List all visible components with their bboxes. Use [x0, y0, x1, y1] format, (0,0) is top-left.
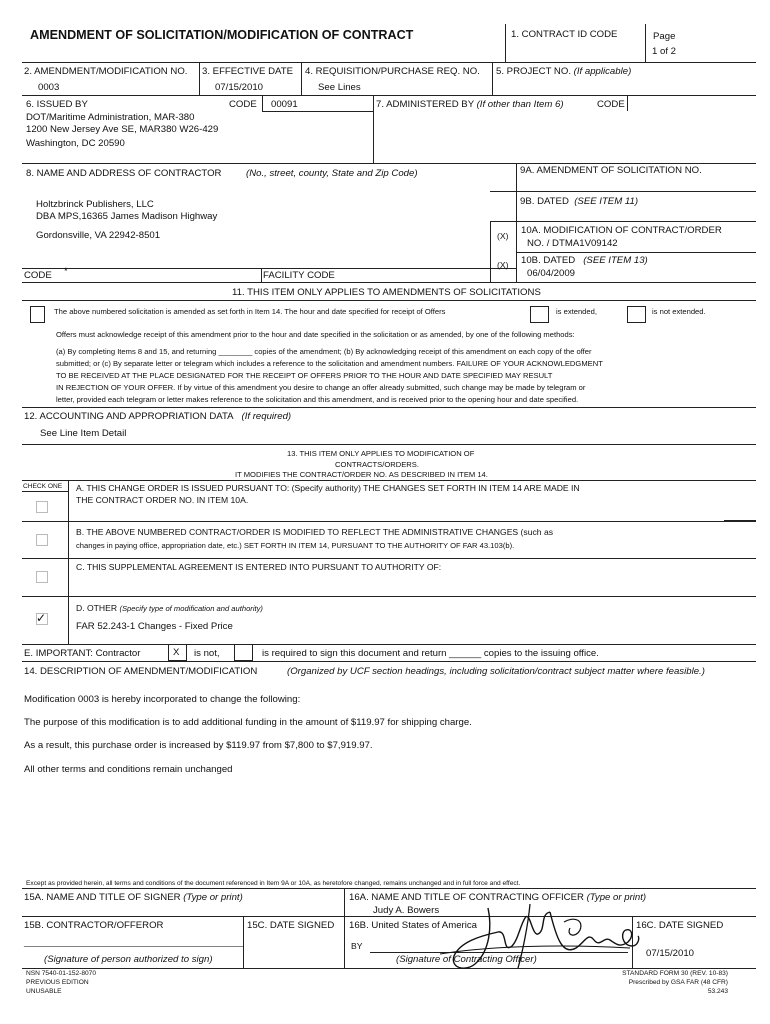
option-d-value: FAR 52.243-1 Changes - Fixed Price	[76, 621, 233, 632]
x-mark: X	[173, 647, 180, 658]
important-rest: is required to sign this document and return ______ copies to the issuing office.	[262, 648, 599, 659]
item16c-label: 16C. DATE SIGNED	[636, 920, 724, 931]
checkmark-icon: ✓	[36, 611, 47, 625]
administered-by-label: 7. ADMINISTERED BY (If other than Item 6)	[376, 99, 564, 110]
item11-line1: The above numbered solicitation is amended as set forth in Item 14. The hour and date specified for receipt of Offers	[54, 307, 446, 316]
form-code-line: 53.243	[707, 988, 728, 995]
description-para-2: The purpose of this modification is to add additional funding in the amount of $119.97 for shipping charge.	[24, 717, 472, 728]
description-para-3: As a result, this purchase order is increased by $119.97 from $7,800 to $7,919.97.	[24, 740, 373, 751]
item13-title-2: CONTRACTS/ORDERS.	[335, 460, 419, 469]
form-title: AMENDMENT OF SOLICITATION/MODIFICATION OF CONTRACT	[30, 28, 414, 42]
mark-10b: (X)	[497, 260, 509, 270]
not-extended-label: is not extended.	[652, 307, 706, 316]
signature-caption-officer: (Signature of Contracting Officer)	[396, 954, 537, 965]
extended-label: is extended,	[556, 307, 597, 316]
issued-by-code-label: CODE	[229, 99, 257, 110]
mark-10a: (X)	[497, 231, 509, 241]
item15c-label: 15C. DATE SIGNED	[247, 920, 335, 931]
item11-para-4: IN REJECTION OF YOUR OFFER. If by virtue of this amendment you desire to change an offer already submitted, such change may be made by telegram or	[56, 383, 586, 392]
extended-checkbox[interactable]	[530, 306, 549, 323]
previous-edition-line: PREVIOUS EDITION	[26, 979, 89, 986]
contractor-code-label: CODE	[24, 270, 52, 281]
amend-solicitation-label: 9A. AMENDMENT OF SOLICITATION NO.	[520, 165, 702, 176]
signature-caption-contractor: (Signature of person authorized to sign)	[44, 954, 213, 965]
amendment-no-label: 2. AMENDMENT/MODIFICATION NO.	[24, 66, 188, 77]
signature-image	[380, 896, 640, 976]
option-b-checkbox[interactable]	[36, 534, 48, 546]
issuer-address-1: DOT/Maritime Administration, MAR-380	[26, 112, 195, 123]
item15a-label: 15A. NAME AND TITLE OF SIGNER (Type or print)	[24, 892, 243, 903]
option-b-line2: changes in paying office, appropriation date, etc.) SET FORTH IN ITEM 14, PURSUANT TO THE AUTHORITY OF FAR 43.103(b).	[76, 541, 515, 550]
item11-title: 11. THIS ITEM ONLY APPLIES TO AMENDMENTS OF SOLICITATIONS	[232, 287, 541, 298]
requisition-value: See Lines	[318, 82, 361, 93]
check-one-label: CHECK ONE	[23, 483, 63, 490]
contracting-officer-name: Judy A. Bowers	[373, 905, 440, 916]
item14-label: 14. DESCRIPTION OF AMENDMENT/MODIFICATION	[24, 666, 258, 677]
option-a-checkbox[interactable]	[36, 501, 48, 513]
by-label: BY	[351, 941, 363, 951]
description-para-1: Modification 0003 is hereby incorporated to change the following:	[24, 694, 301, 705]
contractor-hint: (No., street, county, State and Zip Code)	[246, 168, 418, 179]
amendment-no-value: 0003	[38, 82, 60, 93]
signature-line: ______________________________________________	[24, 937, 244, 947]
dated-9b-label: 9B. DATED (SEE ITEM 11)	[520, 196, 639, 207]
issued-by-label: 6. ISSUED BY	[26, 99, 88, 110]
important-label: E. IMPORTANT: Contractor	[24, 648, 141, 659]
option-c-checkbox[interactable]	[36, 571, 48, 583]
nsn-line: NSN 7540-01-152-8070	[26, 970, 97, 977]
contractor-label: 8. NAME AND ADDRESS OF CONTRACTOR	[26, 168, 222, 179]
dated-10b-value: 06/04/2009	[527, 268, 576, 279]
item13-title-1: 13. THIS ITEM ONLY APPLIES TO MODIFICATION OF	[287, 449, 475, 458]
dated-10b-label: 10B. DATED (SEE ITEM 13)	[521, 255, 648, 266]
item16b-label: 16B. United States of America	[349, 920, 477, 931]
item11-line2: Offers must acknowledge receipt of this amendment prior to the hour and date specified in the solicitation or as amended, by one of the following methods:	[56, 330, 575, 339]
contractor-is-required-checkbox[interactable]	[234, 644, 253, 661]
contract-id-label: 1. CONTRACT ID CODE	[511, 29, 618, 40]
administered-code-label: CODE	[597, 99, 625, 110]
option-c-line: C. THIS SUPPLEMENTAL AGREEMENT IS ENTERED INTO PURSUANT TO AUTHORITY OF:	[76, 562, 442, 572]
effective-date-label: 3. EFFECTIVE DATE	[202, 66, 293, 77]
item11-para-3: TO BE RECEIVED AT THE PLACE DESIGNATED FOR THE RECEIPT OF OFFERS PRIOR TO THE HOUR AND DATE SPECIFIED MAY RESULT	[56, 371, 553, 380]
option-b-line1: B. THE ABOVE NUMBERED CONTRACT/ORDER IS MODIFIED TO REFLECT THE ADMINISTRATIVE CHANGES (such as	[76, 527, 554, 537]
unusable-line: UNUSABLE	[26, 988, 62, 995]
prescribed-by-line: Prescribed by GSA FAR (48 CFR)	[628, 979, 728, 986]
item11-checkbox[interactable]	[30, 306, 45, 323]
item15b-label: 15B. CONTRACTOR/OFFEROR	[24, 920, 164, 931]
description-para-4: All other terms and conditions remain unchanged	[24, 764, 233, 775]
footer-note: Except as provided herein, all terms and conditions of the document referenced in Item 9A or 10A, as heretofore changed, remains unchanged and in full force and effect.	[26, 880, 521, 887]
not-extended-checkbox[interactable]	[627, 306, 646, 323]
issuer-address-2: 1200 New Jersey Ave SE, MAR380 W26-429	[26, 124, 219, 135]
effective-date-value: 07/15/2010	[215, 82, 264, 93]
item16a-label: 16A. NAME AND TITLE OF CONTRACTING OFFICER (Type or print)	[349, 892, 647, 903]
item12-value: See Line Item Detail	[40, 428, 127, 439]
item11-para-1: (a) By completing Items 8 and 15, and returning ________ copies of the amendment; (b) By acknowledging receipt of this amendment on each copy of the offer	[56, 347, 592, 356]
issuer-address-3: Washington, DC 20590	[26, 138, 125, 149]
item14-hint: (Organized by UCF section headings, including solicitation/contract subject matter where feasible.)	[287, 666, 705, 677]
modification-10a-value: NO. / DTMA1V09142	[527, 238, 618, 249]
is-not-label: is not,	[194, 648, 220, 659]
option-a-line2: THE CONTRACT ORDER NO. IN ITEM 10A.	[76, 495, 249, 505]
modification-10a-label: 10A. MODIFICATION OF CONTRACT/ORDER	[521, 225, 722, 236]
facility-code-label: FACILITY CODE	[263, 270, 335, 281]
item12-label: 12. ACCOUNTING AND APPROPRIATION DATA (If required)	[24, 411, 292, 422]
contractor-address-2: Gordonsville, VA 22942-8501	[36, 230, 161, 241]
contractor-address-1: DBA MPS,16365 James Madison Highway	[36, 211, 218, 222]
option-a-line1: A. THIS CHANGE ORDER IS ISSUED PURSUANT TO: (Specify authority) THE CHANGES SET FORTH IN ITEM 14 ARE MADE IN	[76, 483, 580, 493]
contractor-name: Holtzbrinck Publishers, LLC	[36, 199, 154, 210]
issued-by-code-value: 00091	[271, 99, 298, 110]
option-d-label: D. OTHER (Specify type of modification and authority)	[76, 603, 263, 613]
item11-para-5: letter, provided each telegram or letter makes reference to the solicitation and this amendment, and is received prior to the opening hour and date specified.	[56, 395, 579, 404]
standard-form-line: STANDARD FORM 30 (REV. 10-83)	[622, 970, 728, 977]
contractor-code-value: *	[64, 266, 68, 277]
item13-title-3: IT MODIFIES THE CONTRACT/ORDER NO. AS DESCRIBED IN ITEM 14.	[235, 470, 488, 479]
page-label: Page	[653, 31, 676, 42]
requisition-label: 4. REQUISITION/PURCHASE REQ. NO.	[305, 66, 480, 77]
page-number: 1 of 2	[652, 46, 677, 57]
date-signed-value: 07/15/2010	[646, 948, 695, 959]
project-no-label: 5. PROJECT NO. (If applicable)	[496, 66, 632, 77]
item11-para-2: submitted; or (c) By separate letter or telegram which includes a reference to the solicitation and amendment numbers. FAILURE OF YOUR ACKNOWLEDGMENT	[56, 359, 603, 368]
